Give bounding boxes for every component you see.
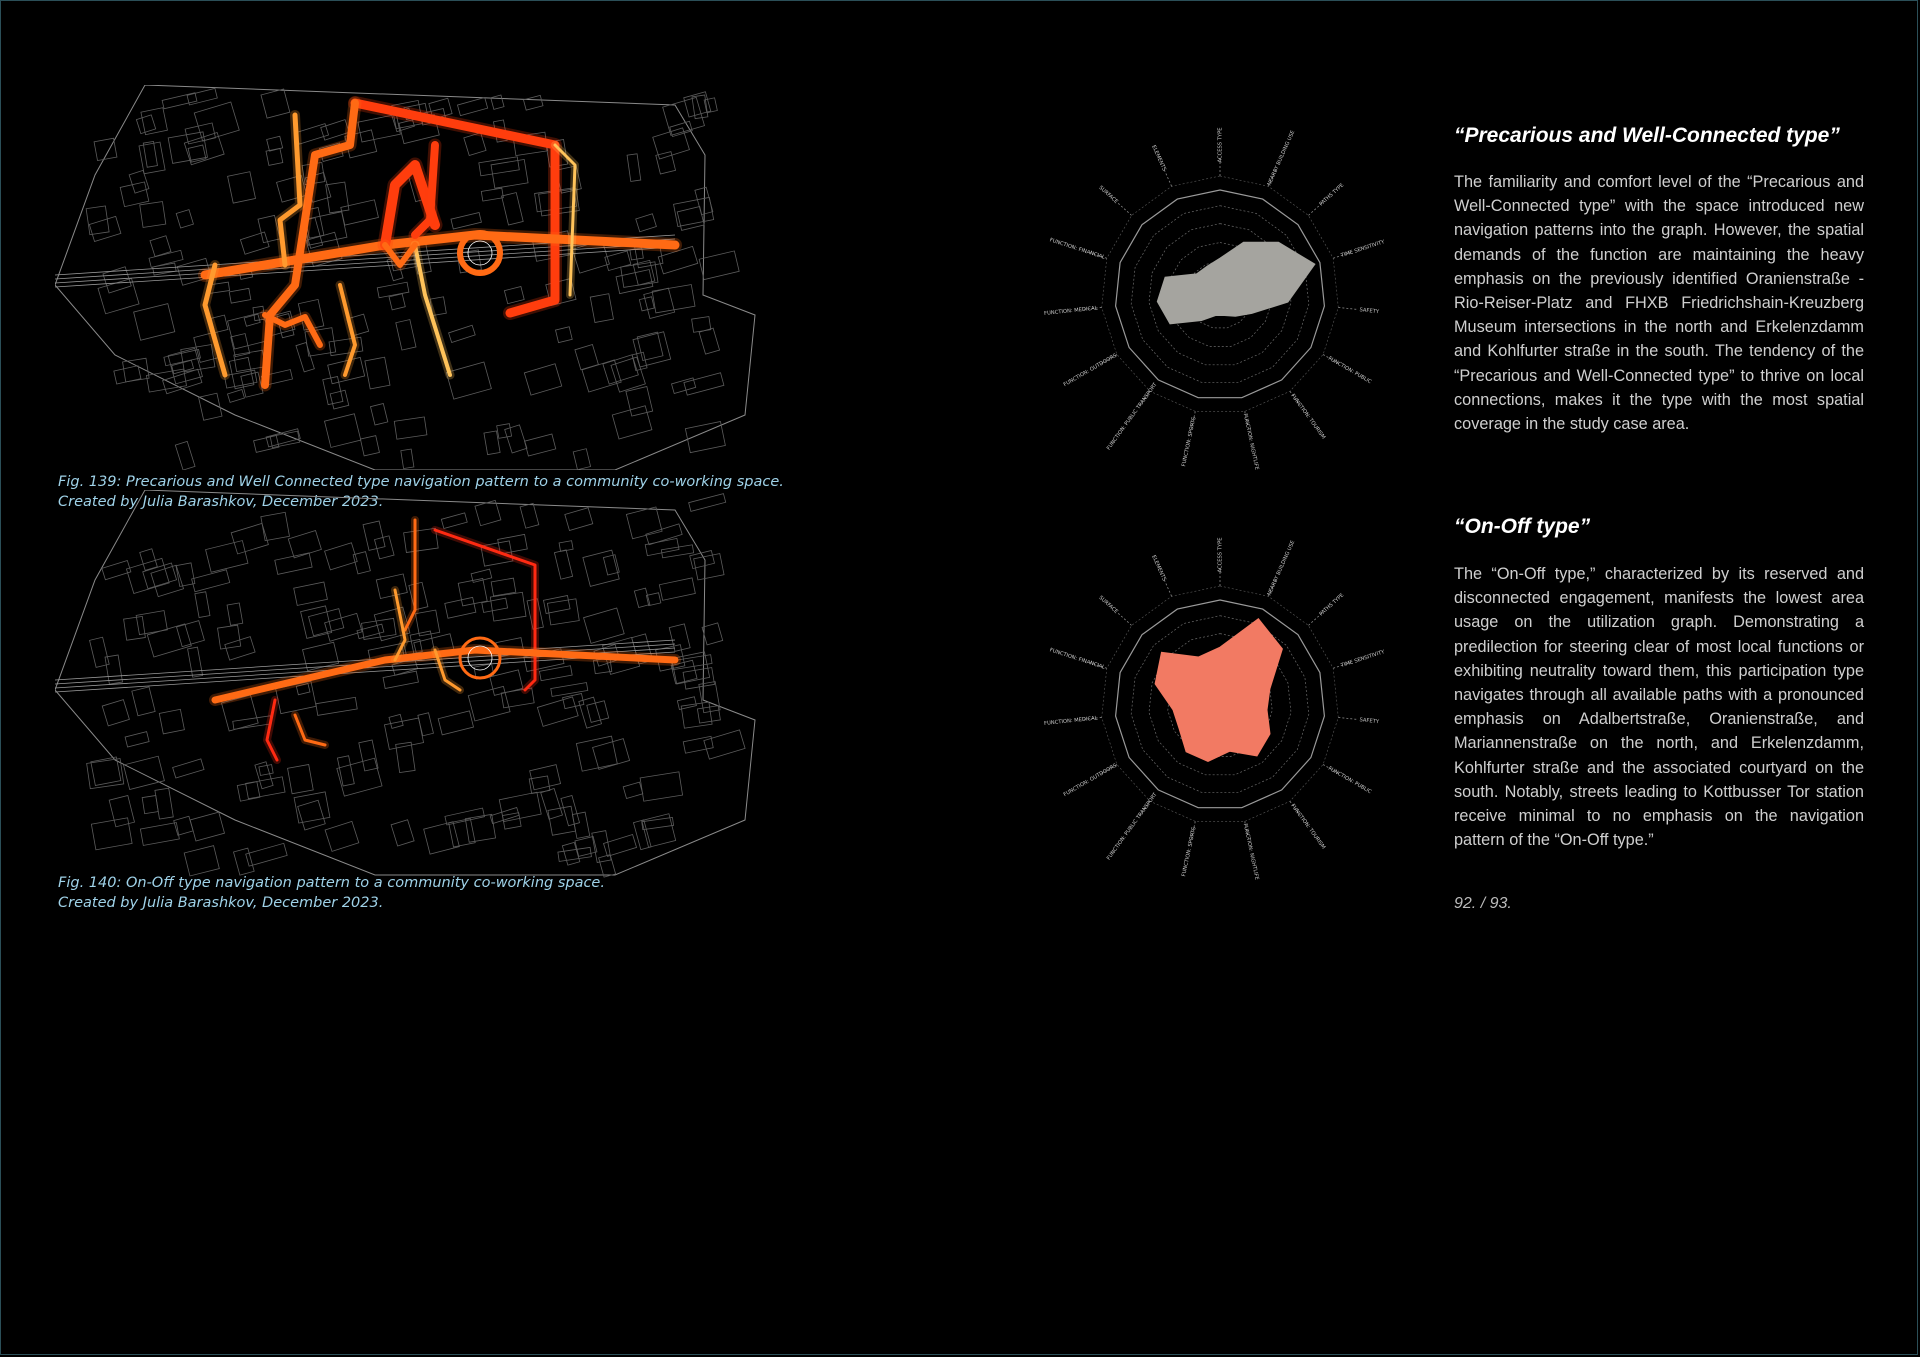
building-block (484, 431, 500, 455)
building-block (102, 700, 129, 726)
roundabout (460, 638, 500, 678)
radar-axis-label: FUNCTION: PUBLIC TRANSPORT (1105, 791, 1159, 862)
radar-axis-label: TIME SENSITIVITY (1340, 239, 1386, 259)
building-block (363, 521, 385, 550)
building-block (162, 93, 197, 109)
building-block (298, 800, 326, 830)
building-block (153, 263, 177, 275)
building-block (424, 822, 460, 854)
building-block (155, 788, 173, 819)
building-block (132, 687, 155, 716)
building-block (192, 570, 230, 592)
radar-axis-label: FUNCTION: SPORTS (1181, 416, 1198, 468)
building-block (120, 182, 149, 207)
building-block (176, 210, 193, 228)
building-block (136, 611, 167, 635)
building-block (699, 328, 719, 354)
building-block (612, 406, 652, 439)
building-block (374, 536, 394, 559)
building-block (330, 390, 349, 409)
building-block (556, 327, 573, 343)
building-block (323, 376, 343, 404)
building-block (644, 288, 675, 318)
building-block (584, 608, 625, 643)
building-block (140, 202, 166, 228)
building-block (227, 390, 244, 403)
building-block (184, 846, 219, 876)
building-block (225, 637, 255, 660)
route-segment (435, 530, 535, 690)
radar-axis-label: FUNCTION: SPORTS (1181, 826, 1198, 878)
building-block (562, 842, 579, 865)
caption-credit: Created by Julia Barashkov, December 2023. (58, 895, 384, 911)
building-block (396, 742, 415, 772)
building-block (218, 625, 241, 649)
radar-chart-on-off (1040, 520, 1400, 890)
building-block (659, 578, 695, 600)
caption-line: Fig. 140: On-Off type navigation pattern to a community co-working space. (58, 875, 605, 891)
building-block (228, 172, 256, 203)
building-block (325, 543, 358, 570)
building-block (479, 157, 519, 176)
navigation-routes (215, 520, 675, 760)
building-block (699, 251, 739, 280)
building-block (520, 503, 539, 528)
radar-axis-label: TIME SENSITIVITY (1340, 649, 1386, 669)
radar-axis-label: FUNCTION: PUBLIC TRANSPORT (1105, 381, 1159, 452)
building-block (396, 320, 416, 350)
building-block (684, 373, 724, 395)
building-block (505, 425, 527, 453)
radar-axis-label: FUNCTION: OUTDOORS (1062, 762, 1119, 799)
building-block (692, 317, 711, 333)
building-block (438, 711, 473, 735)
building-block (234, 848, 255, 875)
radar-axis-label: PATHS TYPE (1318, 182, 1346, 208)
building-block (254, 435, 279, 452)
building-block (524, 364, 561, 395)
building-block (504, 286, 524, 303)
building-block (561, 795, 580, 825)
building-block (639, 297, 654, 311)
building-block (294, 792, 330, 823)
building-block (288, 765, 314, 794)
building-block (141, 108, 168, 135)
radar-axis-label: NEARBY BUILDING USE (1266, 129, 1297, 187)
building-block (491, 578, 516, 596)
building-block (490, 670, 523, 695)
radar-axis-label: FUNCTION: MEDICAL (1043, 715, 1098, 727)
building-block (147, 624, 191, 657)
radar-axis-label: ELEMENTS (1150, 554, 1167, 583)
building-block (677, 697, 696, 710)
building-block (611, 357, 645, 392)
building-block (188, 647, 203, 677)
street-network (55, 85, 755, 470)
building-block (142, 796, 158, 814)
building-block (261, 89, 290, 118)
radar-spoke (1338, 307, 1357, 309)
building-block (637, 332, 663, 360)
building-block (445, 597, 476, 618)
building-block (316, 697, 357, 715)
building-block (394, 417, 427, 439)
building-block (590, 294, 613, 323)
building-block (86, 206, 109, 235)
building-block (446, 362, 491, 399)
building-block (140, 823, 179, 846)
building-block (194, 102, 239, 141)
building-block (582, 360, 621, 392)
building-block (341, 200, 379, 225)
building-block (592, 831, 611, 863)
radar-spoke (1164, 579, 1172, 596)
building-block (360, 436, 379, 456)
route-glow (435, 530, 535, 690)
radar-axis-label: SAFETY (1359, 717, 1380, 726)
building-block (661, 545, 693, 558)
building-block (337, 758, 382, 796)
section-heading-on-off: “On-Off type” (1454, 515, 1591, 538)
radar-axis-label: ACCESS TYPE (1217, 537, 1224, 573)
building-block (636, 214, 657, 232)
building-block (481, 188, 503, 201)
building-block (633, 332, 671, 367)
building-block (227, 603, 243, 625)
building-block (123, 756, 164, 789)
building-block (704, 730, 745, 759)
building-block (551, 683, 588, 697)
building-block (603, 555, 619, 575)
building-block (261, 512, 290, 540)
building-block (669, 624, 690, 651)
building-block (449, 325, 476, 342)
building-block (325, 821, 359, 851)
building-block (640, 772, 682, 801)
radar-axis-label: FUNCTION: FINANCIAL (1048, 237, 1106, 261)
radar-axis-label: NEARBY BUILDING USE (1266, 539, 1297, 597)
building-block (694, 554, 724, 580)
radar-axis-label: FUNCTION: TOURISM (1289, 802, 1327, 851)
building-block (159, 709, 184, 734)
building-block (490, 592, 526, 621)
building-block (415, 610, 439, 636)
radar-axis-label: FUNCTION: OUTDOORS (1062, 352, 1119, 389)
building-block (541, 789, 563, 820)
building-block (91, 818, 132, 850)
building-block (702, 623, 723, 645)
radar-axis-label: FUNCTION: PUBLIC (1326, 355, 1373, 386)
building-block (365, 357, 390, 389)
building-block (475, 500, 501, 525)
building-block (573, 449, 590, 470)
building-block (89, 216, 121, 241)
figure-caption-140 (58, 873, 818, 913)
building-block (353, 552, 370, 574)
building-block (491, 159, 528, 188)
building-block (634, 588, 650, 607)
building-block (140, 549, 158, 571)
building-block (391, 820, 414, 846)
building-block (173, 759, 204, 778)
radar-axis-label: SURFACE (1097, 184, 1119, 206)
building-block (188, 145, 206, 162)
building-block (125, 732, 149, 747)
section-body-precarious: The familiarity and comfort level of the “Precarious and Well-Connected type” with the space introduced new navigation patterns into the graph. However, the spatial demands of the function are maintaining the heavy emphasis on the previously identified Oranienstraße - Rio-Reiser-Platz and FHXB Friedrichshain-Kreuzberg Museum intersections in the north and Erkelenzdamm and Kohlfurter straße in the south. The tendency of the “Precarious and Well-Connected type” to thrive on local connections, makes it the type with the most spatial coverage in the study case area. (1454, 173, 1864, 434)
building-block (482, 598, 508, 612)
building-block (548, 806, 576, 835)
radar-axis-label: FUNCTION: MEDICAL (1043, 305, 1098, 317)
building-block (499, 792, 541, 821)
street-network (55, 490, 755, 877)
building-block (626, 386, 653, 416)
building-block (449, 819, 476, 847)
caption-line: Fig. 139: Precarious and Well Connected type navigation pattern to a community co-working space. (58, 474, 784, 490)
building-block (497, 424, 512, 439)
navigation-map-fig139 (55, 85, 865, 470)
building-block (324, 414, 360, 448)
building-block (579, 697, 602, 728)
building-block (195, 592, 210, 618)
building-block (565, 508, 593, 531)
building-block (134, 304, 175, 341)
radar-data-shape (1155, 619, 1282, 762)
building-block (572, 812, 589, 838)
radar-spoke (1338, 717, 1357, 719)
building-block (451, 212, 481, 228)
building-block (441, 513, 467, 529)
building-block (143, 141, 157, 167)
radar-axis-label: FUNCTION: PUBLIC (1326, 765, 1373, 796)
building-block (229, 288, 251, 303)
building-block (190, 812, 224, 841)
building-block (389, 294, 405, 310)
building-block (627, 154, 641, 182)
building-block (502, 193, 524, 225)
radar-axis-label: FUNCTION: NIGHTLIFE (1241, 413, 1260, 471)
building-block (530, 765, 561, 790)
building-block (370, 403, 387, 425)
building-block (87, 759, 124, 789)
radar-axis-label: ELEMENTS (1150, 144, 1167, 173)
building-block (491, 95, 504, 109)
building-block (583, 550, 619, 586)
building-block (240, 232, 269, 254)
building-block (359, 740, 378, 771)
radar-axis-label: FUNCTION: FINANCIAL (1048, 647, 1106, 671)
section-heading-precarious: “Precarious and Well-Connected type” (1454, 124, 1840, 147)
building-block (229, 357, 254, 388)
building-block (139, 142, 165, 174)
building-block (206, 541, 248, 573)
building-block (458, 578, 487, 605)
radar-spoke (1117, 613, 1131, 626)
building-block (529, 776, 550, 794)
building-block (175, 441, 195, 470)
building-block (575, 836, 597, 856)
caption-credit: Created by Julia Barashkov, December 2023. (58, 494, 384, 510)
building-block (266, 148, 283, 165)
radar-axis-label: SAFETY (1359, 307, 1380, 316)
building-block (623, 782, 643, 798)
radar-data-shape (1157, 242, 1315, 324)
building-block (401, 449, 414, 468)
radar-axis-label: SURFACE (1097, 594, 1119, 616)
building-block (114, 366, 141, 384)
building-block (124, 616, 146, 640)
section-body-on-off: The “On-Off type,” characterized by its reserved and disconnected engagement, manifests the lowest area usage on the utilization graph. Demonstrating a predilection for steering clear of most local functions or exhibiting neutrality toward them, this participation type navigates through all available paths with a pronounced emphasis on Adalbertstraße, Oranienstraße, and Mariannenstraße on the north, and Erkelenzdamm, Kohlfurter straße and the associated courtyard on the south. Notably, streets leading to Kottbusser Tor station receive minimal to no emphasis on the navigation pattern of the “On-Off type.” (1454, 565, 1864, 850)
building-block (626, 507, 662, 539)
building-block (681, 702, 712, 728)
building-block (259, 765, 273, 776)
building-block (697, 706, 720, 723)
building-block (689, 494, 726, 512)
building-block (457, 98, 487, 116)
radar-axis-label: ACCESS TYPE (1217, 127, 1224, 163)
page-number: 92. / 93. (1454, 895, 1512, 912)
building-block (109, 796, 134, 827)
radar-axis-label: PATHS TYPE (1318, 592, 1346, 618)
radar-spoke (1164, 169, 1172, 186)
navigation-routes (205, 103, 675, 385)
building-block (525, 434, 556, 456)
building-block (376, 574, 407, 599)
navigation-map-fig140 (55, 490, 865, 900)
building-block (275, 553, 312, 574)
building-block (294, 582, 328, 605)
building-block (537, 697, 578, 726)
building-block (296, 342, 314, 371)
radar-axis-label: FUNCTION: NIGHTLIFE (1241, 823, 1260, 881)
building-block (377, 282, 409, 298)
radar-axis-label: FUNCTION: TOURISM (1289, 392, 1327, 441)
radar-spoke (1117, 203, 1131, 216)
building-block (554, 550, 572, 579)
building-block (136, 115, 155, 134)
district-outline (55, 490, 755, 875)
radar-chart-precarious (1040, 110, 1400, 480)
building-block (468, 686, 510, 721)
building-block (523, 95, 543, 110)
